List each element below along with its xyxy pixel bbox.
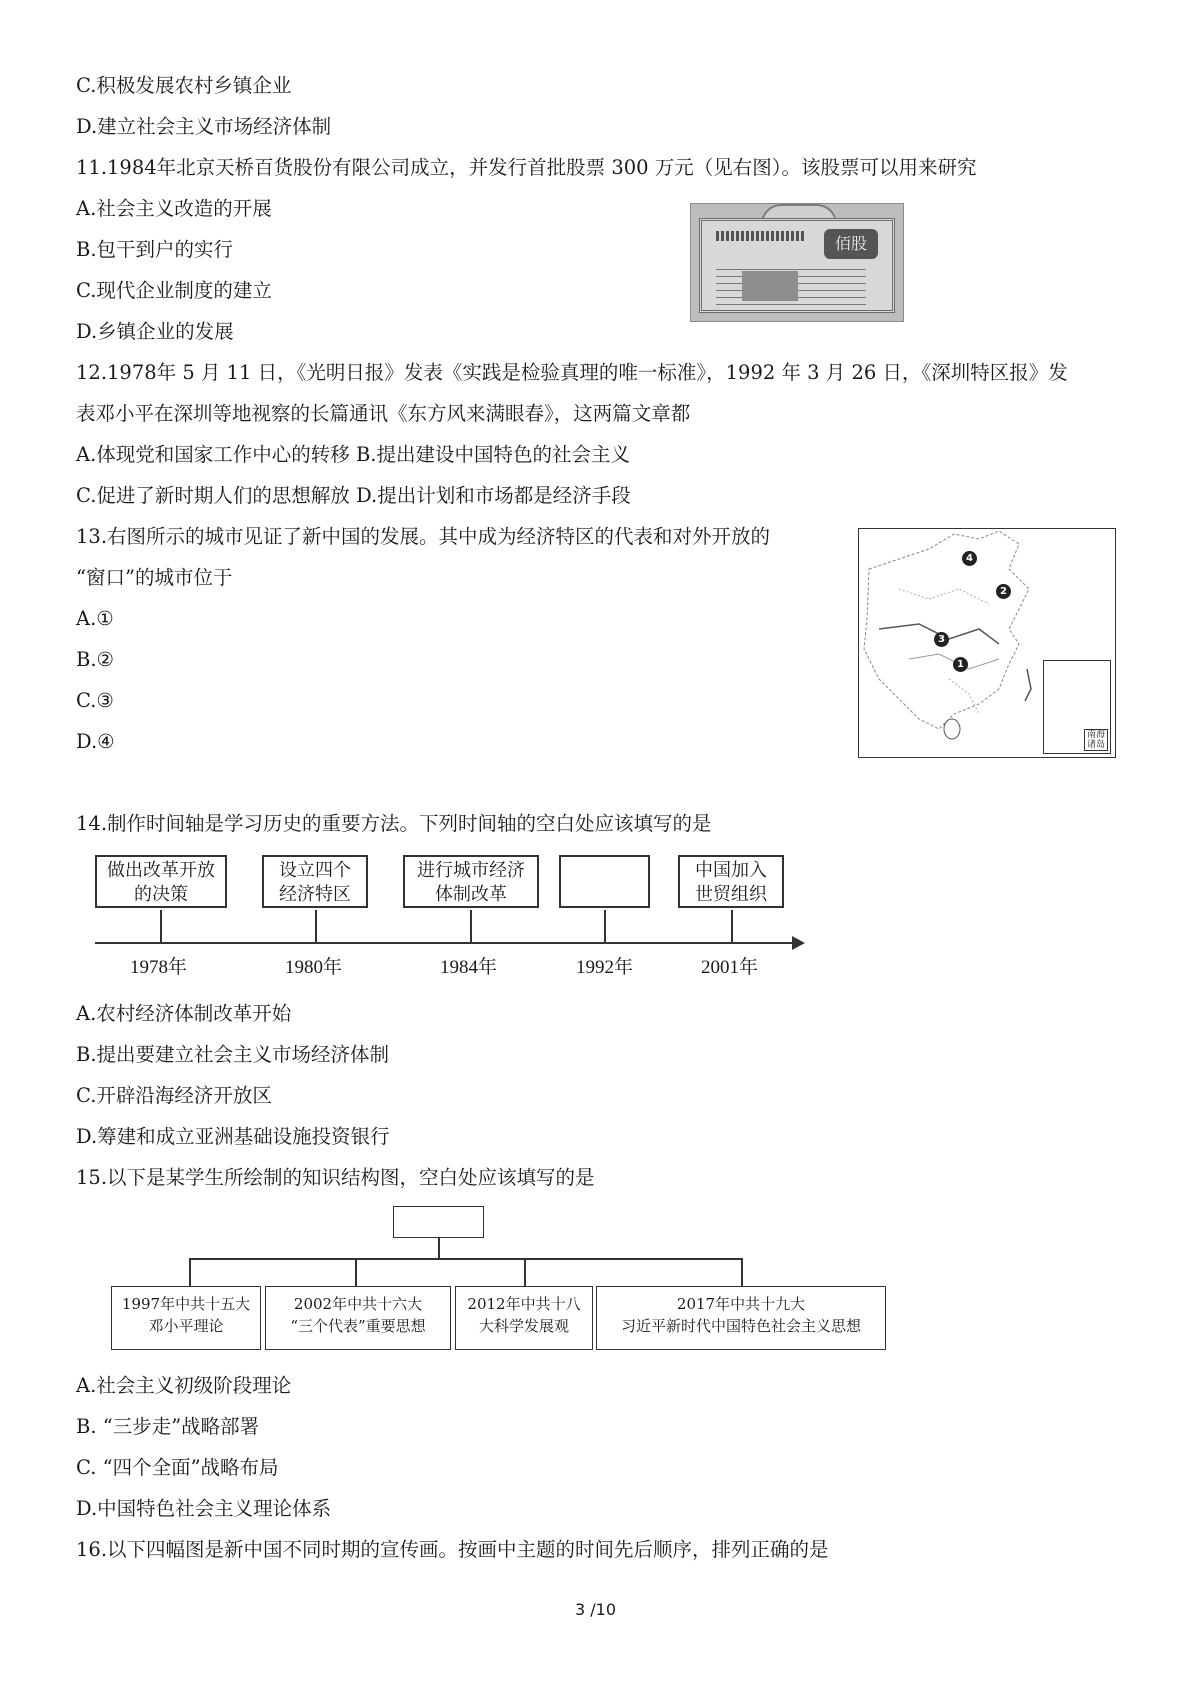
- q12-options-ab: A.体现党和国家工作中心的转移 B.提出建设中国特色的社会主义: [76, 443, 631, 466]
- q14-option-c: C.开辟沿海经济开放区: [76, 1084, 272, 1107]
- certificate-seal: 佰股: [824, 229, 878, 259]
- question-15: 15.以下是某学生所绘制的知识结构图，空白处应该填写的是: [76, 1166, 595, 1189]
- south-china-sea-inset: [1043, 660, 1111, 754]
- question-13-line2: “窗口”的城市位于: [76, 566, 233, 589]
- q15-option-a: A.社会主义初级阶段理论: [76, 1374, 292, 1397]
- q13-option-c: C.③: [76, 689, 114, 712]
- structure-connector: [189, 1258, 741, 1260]
- timeline-box-2001: 中国加入 世贸组织: [678, 855, 784, 908]
- structure-top-blank: [393, 1206, 484, 1238]
- certificate-building: [742, 271, 798, 301]
- timeline-year: 1980年: [285, 957, 343, 978]
- option-c-q10: C.积极发展农村乡镇企业: [76, 74, 292, 97]
- timeline-axis: [95, 942, 795, 944]
- question-12-line1: 12.1978年 5 月 11 日，《光明日报》发表《实践是检验真理的唯一标准》，1992 年 3 月 26 日，《深圳特区报》发: [76, 361, 1068, 384]
- question-14: 14.制作时间轴是学习历史的重要方法。下列时间轴的空白处应该填写的是: [76, 812, 712, 835]
- q11-option-c: C.现代企业制度的建立: [76, 279, 272, 302]
- structure-box-1997: 1997年中共十五大 邓小平理论: [111, 1286, 261, 1350]
- timeline-tick: [160, 910, 162, 942]
- map-marker-1: 1: [953, 657, 968, 672]
- timeline-year: 1978年: [130, 957, 188, 978]
- timeline-tick: [604, 910, 606, 942]
- certificate-frame: [699, 218, 895, 313]
- question-13-line1: 13.右图所示的城市见证了新中国的发展。其中成为经济特区的代表和对外开放的: [76, 525, 771, 548]
- q14-option-a: A.农村经济体制改革开始: [76, 1002, 292, 1025]
- timeline-box-1980: 设立四个 经济特区: [262, 855, 368, 908]
- q14-option-b: B.提出要建立社会主义市场经济体制: [76, 1043, 390, 1066]
- question-16: 16.以下四幅图是新中国不同时期的宣传画。按画中主题的时间先后顺序，排列正确的是: [76, 1538, 829, 1561]
- q11-option-d: D.乡镇企业的发展: [76, 320, 234, 343]
- map-marker-3: 3: [934, 632, 949, 647]
- q11-option-b: B.包干到户的实行: [76, 238, 234, 261]
- structure-box-2017: 2017年中共十九大 习近平新时代中国特色社会主义思想: [596, 1286, 886, 1350]
- timeline-box-1992-blank: [559, 855, 650, 908]
- structure-connector: [741, 1258, 743, 1286]
- page-number: 3 /10: [574, 1600, 616, 1619]
- timeline-box-1984: 进行城市经济 体制改革: [403, 855, 539, 908]
- structure-box-2002: 2002年中共十六大 “三个代表”重要思想: [265, 1286, 451, 1350]
- q13-option-d: D.④: [76, 730, 115, 753]
- q12-options-cd: C.促进了新时期人们的思想解放 D.提出计划和市场都是经济手段: [76, 484, 631, 507]
- timeline-tick: [470, 910, 472, 942]
- q11-option-a: A.社会主义改造的开展: [76, 197, 272, 220]
- option-d-q10: D.建立社会主义市场经济体制: [76, 115, 332, 138]
- timeline-box-1978: 做出改革开放 的决策: [95, 855, 227, 908]
- q15-option-d: D.中国特色社会主义理论体系: [76, 1497, 332, 1520]
- timeline-arrow: [792, 936, 805, 950]
- map-marker-2: 2: [996, 584, 1011, 599]
- map-marker-4: 4: [962, 551, 977, 566]
- q15-option-c: C. “四个全面”战略布局: [76, 1456, 279, 1479]
- structure-connector: [438, 1238, 440, 1258]
- q14-option-d: D.筹建和成立亚洲基础设施投资银行: [76, 1125, 390, 1148]
- timeline-year: 1984年: [440, 957, 498, 978]
- q13-option-b: B.②: [76, 648, 115, 671]
- q13-option-a: A.①: [76, 607, 114, 630]
- question-12-line2: 表邓小平在深圳等地视察的长篇通讯《东方风来满眼春》，这两篇文章都: [76, 402, 691, 425]
- structure-box-2012: 2012年中共十八 大科学发展观: [455, 1286, 593, 1350]
- structure-connector: [355, 1258, 357, 1286]
- timeline-year: 2001年: [701, 957, 759, 978]
- china-map: [858, 528, 1116, 758]
- structure-connector: [524, 1258, 526, 1286]
- timeline-tick: [315, 910, 317, 942]
- structure-connector: [189, 1258, 191, 1286]
- q15-option-b: B. “三步走”战略部署: [76, 1415, 260, 1438]
- timeline-year: 1992年: [576, 957, 634, 978]
- inset-label: 南海诸岛: [1084, 729, 1108, 751]
- question-11: 11.1984年北京天桥百货股份有限公司成立，并发行首批股票 300 万元（见右图）。该股票可以用来研究: [76, 156, 977, 179]
- timeline-tick: [731, 910, 733, 942]
- certificate-title: [716, 231, 806, 241]
- stock-certificate-image: [690, 203, 904, 322]
